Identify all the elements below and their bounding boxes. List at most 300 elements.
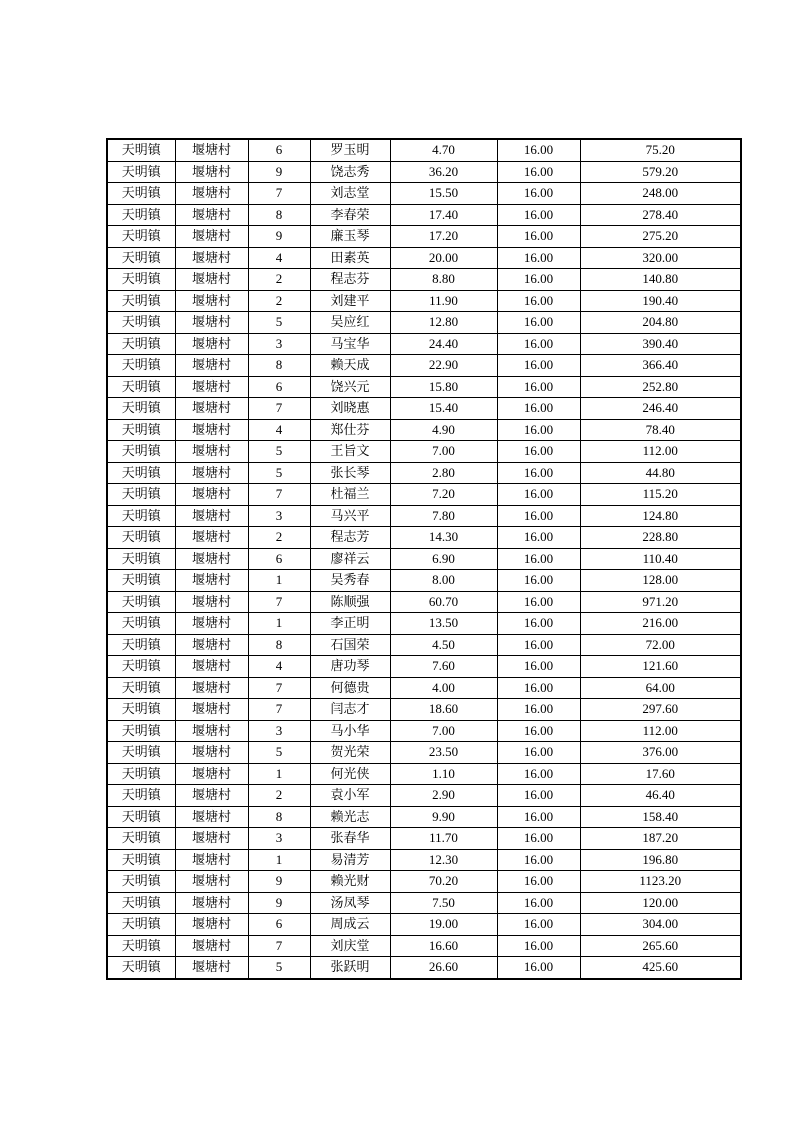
cell-group-number: 1 bbox=[248, 763, 310, 785]
cell-town: 天明镇 bbox=[107, 161, 175, 183]
cell-amount: 246.40 bbox=[580, 398, 741, 420]
cell-amount: 1123.20 bbox=[580, 871, 741, 893]
cell-amount: 265.60 bbox=[580, 935, 741, 957]
cell-unit-price: 16.00 bbox=[497, 785, 580, 807]
cell-village: 堰塘村 bbox=[175, 269, 248, 291]
cell-amount: 120.00 bbox=[580, 892, 741, 914]
cell-quantity: 1.10 bbox=[390, 763, 497, 785]
cell-town: 天明镇 bbox=[107, 527, 175, 549]
cell-unit-price: 16.00 bbox=[497, 161, 580, 183]
cell-amount: 78.40 bbox=[580, 419, 741, 441]
cell-town: 天明镇 bbox=[107, 204, 175, 226]
cell-amount: 228.80 bbox=[580, 527, 741, 549]
cell-village: 堰塘村 bbox=[175, 204, 248, 226]
cell-quantity: 15.80 bbox=[390, 376, 497, 398]
cell-unit-price: 16.00 bbox=[497, 892, 580, 914]
cell-person-name: 程志芳 bbox=[310, 527, 390, 549]
cell-unit-price: 16.00 bbox=[497, 957, 580, 979]
cell-group-number: 2 bbox=[248, 527, 310, 549]
cell-village: 堰塘村 bbox=[175, 806, 248, 828]
cell-amount: 278.40 bbox=[580, 204, 741, 226]
cell-group-number: 6 bbox=[248, 548, 310, 570]
cell-village: 堰塘村 bbox=[175, 828, 248, 850]
cell-quantity: 4.00 bbox=[390, 677, 497, 699]
cell-group-number: 5 bbox=[248, 957, 310, 979]
payment-table bbox=[106, 138, 742, 980]
cell-village: 堰塘村 bbox=[175, 376, 248, 398]
cell-unit-price: 16.00 bbox=[497, 677, 580, 699]
cell-unit-price: 16.00 bbox=[497, 505, 580, 527]
cell-unit-price: 16.00 bbox=[497, 355, 580, 377]
cell-group-number: 9 bbox=[248, 892, 310, 914]
cell-unit-price: 16.00 bbox=[497, 591, 580, 613]
cell-quantity: 9.90 bbox=[390, 806, 497, 828]
cell-quantity: 26.60 bbox=[390, 957, 497, 979]
cell-quantity: 17.20 bbox=[390, 226, 497, 248]
cell-amount: 216.00 bbox=[580, 613, 741, 635]
cell-group-number: 6 bbox=[248, 914, 310, 936]
table-row bbox=[107, 484, 741, 506]
cell-quantity: 60.70 bbox=[390, 591, 497, 613]
cell-group-number: 4 bbox=[248, 419, 310, 441]
cell-village: 堰塘村 bbox=[175, 935, 248, 957]
cell-town: 天明镇 bbox=[107, 312, 175, 334]
cell-amount: 248.00 bbox=[580, 183, 741, 205]
cell-amount: 44.80 bbox=[580, 462, 741, 484]
table-row bbox=[107, 699, 741, 721]
cell-amount: 110.40 bbox=[580, 548, 741, 570]
cell-village: 堰塘村 bbox=[175, 505, 248, 527]
cell-unit-price: 16.00 bbox=[497, 312, 580, 334]
cell-quantity: 70.20 bbox=[390, 871, 497, 893]
cell-village: 堰塘村 bbox=[175, 849, 248, 871]
cell-town: 天明镇 bbox=[107, 591, 175, 613]
cell-village: 堰塘村 bbox=[175, 634, 248, 656]
cell-amount: 158.40 bbox=[580, 806, 741, 828]
table-row bbox=[107, 828, 741, 850]
cell-group-number: 5 bbox=[248, 742, 310, 764]
cell-village: 堰塘村 bbox=[175, 742, 248, 764]
cell-town: 天明镇 bbox=[107, 763, 175, 785]
cell-town: 天明镇 bbox=[107, 398, 175, 420]
cell-person-name: 何光侠 bbox=[310, 763, 390, 785]
cell-town: 天明镇 bbox=[107, 484, 175, 506]
cell-person-name: 李正明 bbox=[310, 613, 390, 635]
cell-village: 堰塘村 bbox=[175, 613, 248, 635]
cell-unit-price: 16.00 bbox=[497, 806, 580, 828]
cell-village: 堰塘村 bbox=[175, 656, 248, 678]
table-row bbox=[107, 527, 741, 549]
cell-person-name: 张长琴 bbox=[310, 462, 390, 484]
cell-group-number: 8 bbox=[248, 634, 310, 656]
table-row bbox=[107, 785, 741, 807]
cell-village: 堰塘村 bbox=[175, 591, 248, 613]
cell-amount: 187.20 bbox=[580, 828, 741, 850]
cell-person-name: 袁小军 bbox=[310, 785, 390, 807]
cell-unit-price: 16.00 bbox=[497, 742, 580, 764]
cell-town: 天明镇 bbox=[107, 441, 175, 463]
cell-quantity: 11.70 bbox=[390, 828, 497, 850]
cell-amount: 190.40 bbox=[580, 290, 741, 312]
table-row bbox=[107, 935, 741, 957]
cell-village: 堰塘村 bbox=[175, 785, 248, 807]
cell-person-name: 马宝华 bbox=[310, 333, 390, 355]
cell-town: 天明镇 bbox=[107, 269, 175, 291]
cell-unit-price: 16.00 bbox=[497, 613, 580, 635]
table-row bbox=[107, 441, 741, 463]
cell-unit-price: 16.00 bbox=[497, 914, 580, 936]
cell-amount: 204.80 bbox=[580, 312, 741, 334]
cell-group-number: 2 bbox=[248, 785, 310, 807]
cell-village: 堰塘村 bbox=[175, 355, 248, 377]
cell-town: 天明镇 bbox=[107, 720, 175, 742]
cell-group-number: 1 bbox=[248, 613, 310, 635]
cell-town: 天明镇 bbox=[107, 548, 175, 570]
cell-village: 堰塘村 bbox=[175, 247, 248, 269]
cell-unit-price: 16.00 bbox=[497, 462, 580, 484]
table-row bbox=[107, 634, 741, 656]
table-row bbox=[107, 871, 741, 893]
cell-unit-price: 16.00 bbox=[497, 763, 580, 785]
cell-amount: 366.40 bbox=[580, 355, 741, 377]
cell-person-name: 石国荣 bbox=[310, 634, 390, 656]
cell-amount: 579.20 bbox=[580, 161, 741, 183]
cell-quantity: 24.40 bbox=[390, 333, 497, 355]
cell-unit-price: 16.00 bbox=[497, 828, 580, 850]
cell-town: 天明镇 bbox=[107, 355, 175, 377]
cell-amount: 196.80 bbox=[580, 849, 741, 871]
cell-unit-price: 16.00 bbox=[497, 333, 580, 355]
cell-village: 堰塘村 bbox=[175, 677, 248, 699]
cell-person-name: 刘建平 bbox=[310, 290, 390, 312]
cell-quantity: 8.00 bbox=[390, 570, 497, 592]
cell-unit-price: 16.00 bbox=[497, 527, 580, 549]
cell-town: 天明镇 bbox=[107, 892, 175, 914]
cell-town: 天明镇 bbox=[107, 871, 175, 893]
cell-group-number: 4 bbox=[248, 247, 310, 269]
cell-amount: 297.60 bbox=[580, 699, 741, 721]
cell-town: 天明镇 bbox=[107, 634, 175, 656]
cell-village: 堰塘村 bbox=[175, 290, 248, 312]
cell-unit-price: 16.00 bbox=[497, 935, 580, 957]
cell-unit-price: 16.00 bbox=[497, 871, 580, 893]
cell-village: 堰塘村 bbox=[175, 871, 248, 893]
cell-town: 天明镇 bbox=[107, 742, 175, 764]
cell-quantity: 12.80 bbox=[390, 312, 497, 334]
cell-town: 天明镇 bbox=[107, 419, 175, 441]
cell-group-number: 1 bbox=[248, 849, 310, 871]
cell-quantity: 15.40 bbox=[390, 398, 497, 420]
cell-village: 堰塘村 bbox=[175, 892, 248, 914]
cell-quantity: 2.80 bbox=[390, 462, 497, 484]
cell-amount: 140.80 bbox=[580, 269, 741, 291]
cell-group-number: 8 bbox=[248, 204, 310, 226]
table-row bbox=[107, 548, 741, 570]
cell-person-name: 易清芳 bbox=[310, 849, 390, 871]
cell-amount: 320.00 bbox=[580, 247, 741, 269]
cell-amount: 17.60 bbox=[580, 763, 741, 785]
cell-village: 堰塘村 bbox=[175, 441, 248, 463]
cell-village: 堰塘村 bbox=[175, 161, 248, 183]
cell-quantity: 7.80 bbox=[390, 505, 497, 527]
cell-group-number: 2 bbox=[248, 290, 310, 312]
cell-quantity: 13.50 bbox=[390, 613, 497, 635]
cell-group-number: 9 bbox=[248, 226, 310, 248]
cell-unit-price: 16.00 bbox=[497, 419, 580, 441]
cell-amount: 112.00 bbox=[580, 441, 741, 463]
cell-group-number: 3 bbox=[248, 505, 310, 527]
cell-group-number: 7 bbox=[248, 935, 310, 957]
cell-unit-price: 16.00 bbox=[497, 376, 580, 398]
cell-amount: 275.20 bbox=[580, 226, 741, 248]
cell-unit-price: 16.00 bbox=[497, 441, 580, 463]
cell-village: 堰塘村 bbox=[175, 398, 248, 420]
table-row bbox=[107, 892, 741, 914]
cell-town: 天明镇 bbox=[107, 139, 175, 161]
cell-amount: 390.40 bbox=[580, 333, 741, 355]
cell-group-number: 6 bbox=[248, 376, 310, 398]
cell-unit-price: 16.00 bbox=[497, 247, 580, 269]
cell-unit-price: 16.00 bbox=[497, 290, 580, 312]
cell-amount: 121.60 bbox=[580, 656, 741, 678]
cell-town: 天明镇 bbox=[107, 849, 175, 871]
cell-quantity: 17.40 bbox=[390, 204, 497, 226]
cell-quantity: 4.70 bbox=[390, 139, 497, 161]
table-row bbox=[107, 247, 741, 269]
cell-town: 天明镇 bbox=[107, 226, 175, 248]
cell-unit-price: 16.00 bbox=[497, 570, 580, 592]
cell-village: 堰塘村 bbox=[175, 527, 248, 549]
cell-person-name: 陈顺强 bbox=[310, 591, 390, 613]
cell-person-name: 程志芬 bbox=[310, 269, 390, 291]
cell-group-number: 8 bbox=[248, 806, 310, 828]
cell-village: 堰塘村 bbox=[175, 419, 248, 441]
cell-quantity: 7.20 bbox=[390, 484, 497, 506]
cell-town: 天明镇 bbox=[107, 677, 175, 699]
cell-group-number: 9 bbox=[248, 161, 310, 183]
cell-town: 天明镇 bbox=[107, 935, 175, 957]
cell-group-number: 5 bbox=[248, 462, 310, 484]
cell-village: 堰塘村 bbox=[175, 957, 248, 979]
table-row bbox=[107, 161, 741, 183]
cell-quantity: 11.90 bbox=[390, 290, 497, 312]
cell-person-name: 刘庆堂 bbox=[310, 935, 390, 957]
cell-village: 堰塘村 bbox=[175, 720, 248, 742]
cell-amount: 376.00 bbox=[580, 742, 741, 764]
table-row bbox=[107, 376, 741, 398]
cell-amount: 971.20 bbox=[580, 591, 741, 613]
cell-person-name: 马小华 bbox=[310, 720, 390, 742]
cell-person-name: 田素英 bbox=[310, 247, 390, 269]
cell-town: 天明镇 bbox=[107, 613, 175, 635]
table-row bbox=[107, 763, 741, 785]
cell-village: 堰塘村 bbox=[175, 484, 248, 506]
table-row bbox=[107, 355, 741, 377]
cell-quantity: 7.00 bbox=[390, 441, 497, 463]
cell-village: 堰塘村 bbox=[175, 914, 248, 936]
cell-person-name: 郑仕芬 bbox=[310, 419, 390, 441]
cell-village: 堰塘村 bbox=[175, 183, 248, 205]
cell-person-name: 赖天成 bbox=[310, 355, 390, 377]
table-row bbox=[107, 591, 741, 613]
cell-group-number: 3 bbox=[248, 828, 310, 850]
cell-group-number: 7 bbox=[248, 677, 310, 699]
cell-unit-price: 16.00 bbox=[497, 398, 580, 420]
cell-unit-price: 16.00 bbox=[497, 183, 580, 205]
cell-town: 天明镇 bbox=[107, 570, 175, 592]
cell-village: 堰塘村 bbox=[175, 333, 248, 355]
cell-person-name: 饶兴元 bbox=[310, 376, 390, 398]
cell-person-name: 张春华 bbox=[310, 828, 390, 850]
cell-quantity: 7.50 bbox=[390, 892, 497, 914]
cell-group-number: 6 bbox=[248, 139, 310, 161]
cell-quantity: 19.00 bbox=[390, 914, 497, 936]
cell-group-number: 7 bbox=[248, 484, 310, 506]
cell-group-number: 1 bbox=[248, 570, 310, 592]
cell-amount: 72.00 bbox=[580, 634, 741, 656]
cell-quantity: 8.80 bbox=[390, 269, 497, 291]
cell-person-name: 赖光志 bbox=[310, 806, 390, 828]
cell-village: 堰塘村 bbox=[175, 462, 248, 484]
cell-unit-price: 16.00 bbox=[497, 269, 580, 291]
cell-town: 天明镇 bbox=[107, 806, 175, 828]
cell-quantity: 4.50 bbox=[390, 634, 497, 656]
cell-amount: 425.60 bbox=[580, 957, 741, 979]
cell-person-name: 赖光财 bbox=[310, 871, 390, 893]
cell-quantity: 23.50 bbox=[390, 742, 497, 764]
table-row bbox=[107, 139, 741, 161]
table-row bbox=[107, 957, 741, 979]
cell-person-name: 闫志才 bbox=[310, 699, 390, 721]
table-row bbox=[107, 226, 741, 248]
table-row bbox=[107, 462, 741, 484]
cell-quantity: 14.30 bbox=[390, 527, 497, 549]
cell-town: 天明镇 bbox=[107, 914, 175, 936]
cell-person-name: 刘志堂 bbox=[310, 183, 390, 205]
cell-town: 天明镇 bbox=[107, 656, 175, 678]
cell-quantity: 36.20 bbox=[390, 161, 497, 183]
cell-unit-price: 16.00 bbox=[497, 204, 580, 226]
table-row bbox=[107, 398, 741, 420]
table-row bbox=[107, 333, 741, 355]
cell-amount: 75.20 bbox=[580, 139, 741, 161]
table-row bbox=[107, 656, 741, 678]
cell-unit-price: 16.00 bbox=[497, 634, 580, 656]
cell-person-name: 杜福兰 bbox=[310, 484, 390, 506]
cell-quantity: 15.50 bbox=[390, 183, 497, 205]
cell-person-name: 何德贵 bbox=[310, 677, 390, 699]
cell-unit-price: 16.00 bbox=[497, 699, 580, 721]
cell-unit-price: 16.00 bbox=[497, 548, 580, 570]
cell-town: 天明镇 bbox=[107, 290, 175, 312]
cell-village: 堰塘村 bbox=[175, 548, 248, 570]
cell-quantity: 4.90 bbox=[390, 419, 497, 441]
cell-person-name: 廖祥云 bbox=[310, 548, 390, 570]
cell-person-name: 李春荣 bbox=[310, 204, 390, 226]
cell-town: 天明镇 bbox=[107, 957, 175, 979]
cell-village: 堰塘村 bbox=[175, 312, 248, 334]
cell-amount: 115.20 bbox=[580, 484, 741, 506]
cell-town: 天明镇 bbox=[107, 505, 175, 527]
table-row bbox=[107, 570, 741, 592]
cell-group-number: 9 bbox=[248, 871, 310, 893]
cell-town: 天明镇 bbox=[107, 828, 175, 850]
table-row bbox=[107, 720, 741, 742]
cell-amount: 124.80 bbox=[580, 505, 741, 527]
cell-group-number: 2 bbox=[248, 269, 310, 291]
cell-person-name: 吴秀春 bbox=[310, 570, 390, 592]
table-row bbox=[107, 183, 741, 205]
table-row bbox=[107, 204, 741, 226]
table-row bbox=[107, 613, 741, 635]
cell-village: 堰塘村 bbox=[175, 226, 248, 248]
cell-quantity: 22.90 bbox=[390, 355, 497, 377]
cell-unit-price: 16.00 bbox=[497, 849, 580, 871]
cell-village: 堰塘村 bbox=[175, 139, 248, 161]
cell-unit-price: 16.00 bbox=[497, 226, 580, 248]
cell-person-name: 罗玉明 bbox=[310, 139, 390, 161]
table-row bbox=[107, 290, 741, 312]
cell-person-name: 张跃明 bbox=[310, 957, 390, 979]
table-row bbox=[107, 419, 741, 441]
cell-quantity: 7.00 bbox=[390, 720, 497, 742]
cell-town: 天明镇 bbox=[107, 333, 175, 355]
cell-group-number: 5 bbox=[248, 312, 310, 334]
cell-unit-price: 16.00 bbox=[497, 139, 580, 161]
cell-group-number: 5 bbox=[248, 441, 310, 463]
cell-group-number: 7 bbox=[248, 591, 310, 613]
cell-group-number: 3 bbox=[248, 333, 310, 355]
cell-person-name: 贺光荣 bbox=[310, 742, 390, 764]
table-row bbox=[107, 849, 741, 871]
table-row bbox=[107, 505, 741, 527]
cell-person-name: 周成云 bbox=[310, 914, 390, 936]
cell-village: 堰塘村 bbox=[175, 699, 248, 721]
cell-amount: 304.00 bbox=[580, 914, 741, 936]
cell-town: 天明镇 bbox=[107, 699, 175, 721]
cell-person-name: 饶志秀 bbox=[310, 161, 390, 183]
cell-quantity: 20.00 bbox=[390, 247, 497, 269]
cell-quantity: 16.60 bbox=[390, 935, 497, 957]
cell-amount: 46.40 bbox=[580, 785, 741, 807]
payment-table-body bbox=[107, 139, 741, 979]
cell-town: 天明镇 bbox=[107, 376, 175, 398]
cell-group-number: 8 bbox=[248, 355, 310, 377]
cell-group-number: 3 bbox=[248, 720, 310, 742]
table-row bbox=[107, 806, 741, 828]
cell-person-name: 吴应红 bbox=[310, 312, 390, 334]
cell-town: 天明镇 bbox=[107, 183, 175, 205]
cell-amount: 128.00 bbox=[580, 570, 741, 592]
table-row bbox=[107, 269, 741, 291]
table-row bbox=[107, 742, 741, 764]
cell-person-name: 王旨文 bbox=[310, 441, 390, 463]
cell-village: 堰塘村 bbox=[175, 763, 248, 785]
table-row bbox=[107, 677, 741, 699]
cell-person-name: 马兴平 bbox=[310, 505, 390, 527]
cell-quantity: 2.90 bbox=[390, 785, 497, 807]
cell-quantity: 18.60 bbox=[390, 699, 497, 721]
cell-person-name: 汤凤琴 bbox=[310, 892, 390, 914]
cell-quantity: 6.90 bbox=[390, 548, 497, 570]
cell-quantity: 7.60 bbox=[390, 656, 497, 678]
cell-person-name: 刘晓惠 bbox=[310, 398, 390, 420]
cell-group-number: 7 bbox=[248, 183, 310, 205]
cell-group-number: 7 bbox=[248, 398, 310, 420]
cell-person-name: 廉玉琴 bbox=[310, 226, 390, 248]
cell-unit-price: 16.00 bbox=[497, 720, 580, 742]
cell-quantity: 12.30 bbox=[390, 849, 497, 871]
